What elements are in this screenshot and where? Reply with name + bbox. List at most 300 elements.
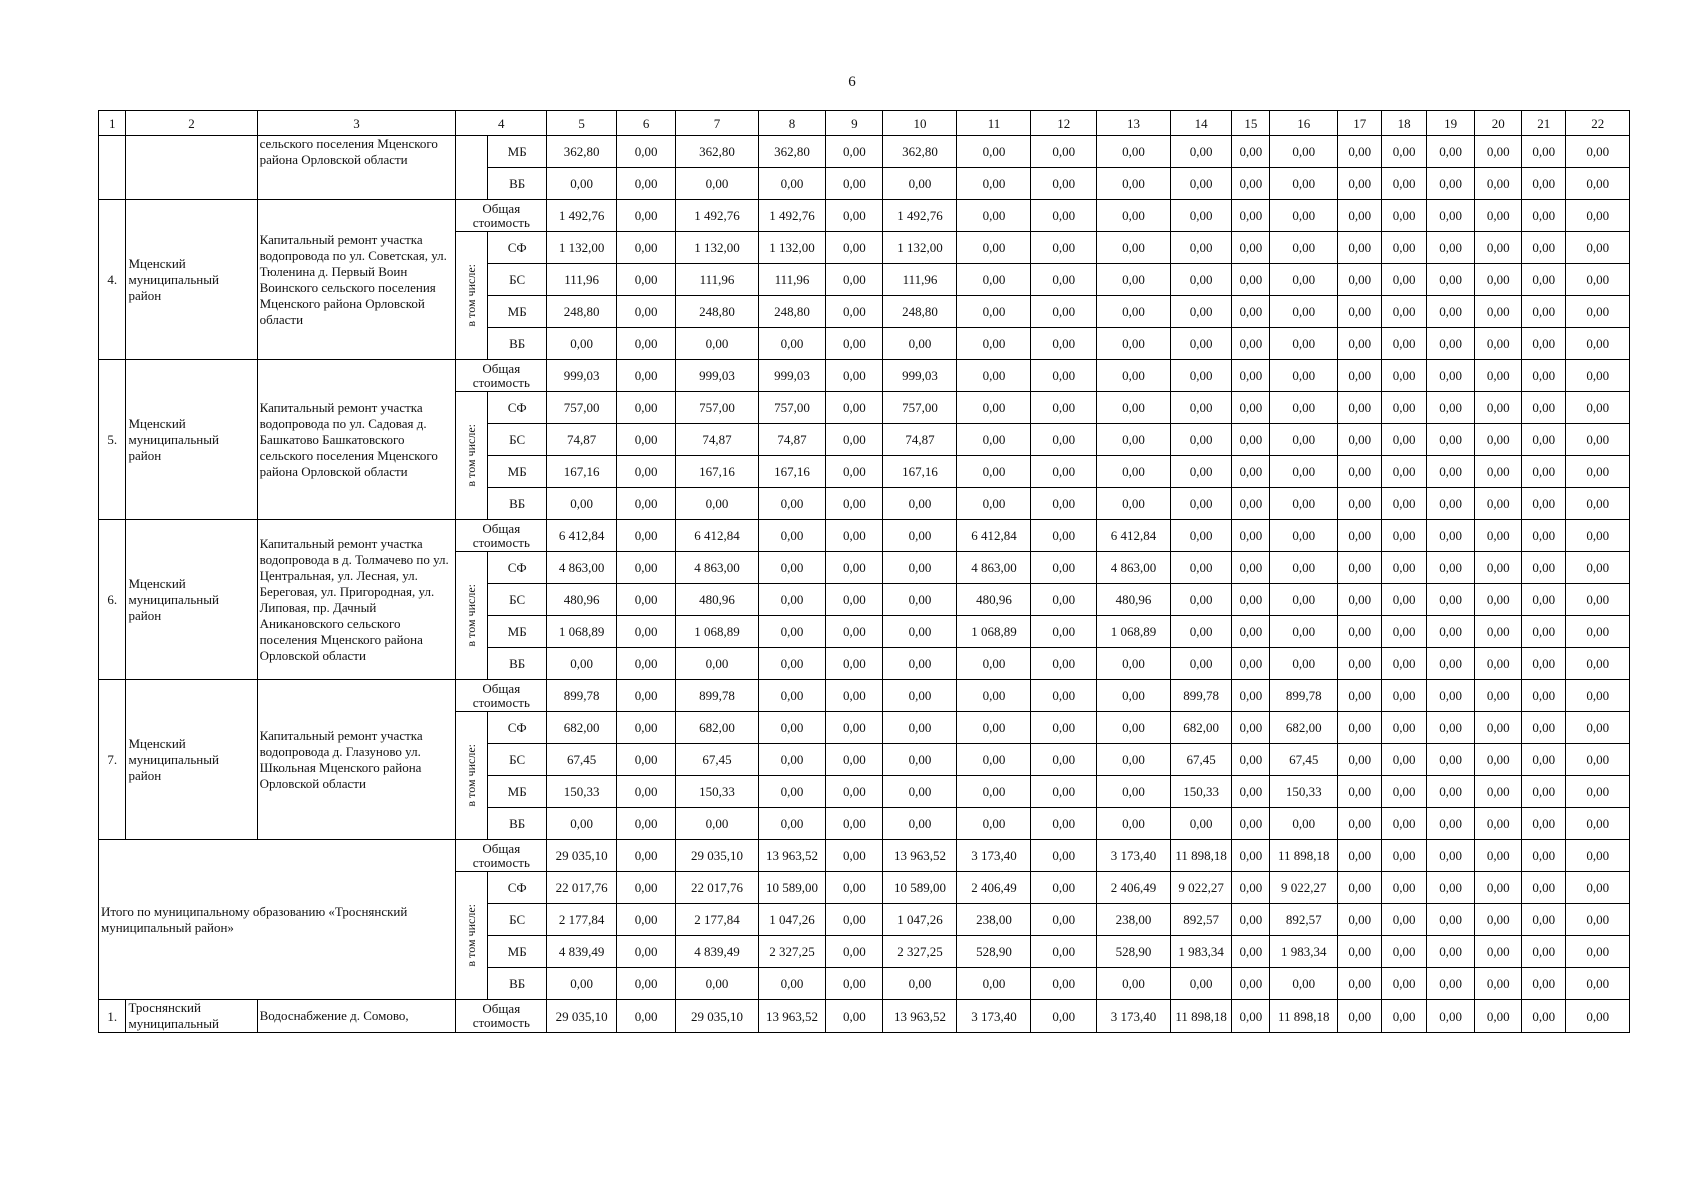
in-total-label: в том числе: [464,744,479,807]
value-cell: 6 412,84 [676,520,758,552]
value-cell: 999,03 [676,360,758,392]
value-cell: 0,00 [826,424,883,456]
value-cell: 0,00 [1382,456,1426,488]
total-cost-label: Общая стоимость [456,520,547,552]
value-cell: 0,00 [1382,680,1426,712]
value-cell: 0,00 [758,584,826,616]
value-cell: 362,80 [758,136,826,168]
value-cell: 0,00 [883,968,957,1000]
value-cell: 0,00 [1522,488,1566,520]
value-cell: 1 047,26 [883,904,957,936]
value-cell: 0,00 [1171,296,1232,328]
value-cell: 0,00 [1270,520,1338,552]
value-cell: 0,00 [617,488,676,520]
column-header: 15 [1232,111,1270,136]
value-cell: 0,00 [826,1000,883,1033]
value-cell: 0,00 [957,776,1031,808]
value-cell: 67,45 [547,744,617,776]
value-cell: 248,80 [883,296,957,328]
value-cell: 2 327,25 [883,936,957,968]
value-cell: 0,00 [1031,872,1097,904]
value-cell: 0,00 [617,936,676,968]
value-cell: 74,87 [676,424,758,456]
value-cell: 0,00 [1171,584,1232,616]
value-cell: 0,00 [957,968,1031,1000]
value-cell: 0,00 [1382,936,1426,968]
value-cell: 0,00 [883,520,957,552]
value-cell: 0,00 [1475,808,1522,840]
value-cell: 0,00 [1566,904,1630,936]
value-cell: 0,00 [1426,776,1475,808]
value-cell: 0,00 [1566,296,1630,328]
value-cell: 0,00 [758,808,826,840]
value-cell: 0,00 [617,456,676,488]
value-cell: 11 898,18 [1270,840,1338,872]
funding-source-label: МБ [488,136,547,168]
project-description: сельского поселения Мценского района Орловской области [257,136,456,200]
value-cell: 0,00 [758,168,826,200]
value-cell: 0,00 [826,712,883,744]
value-cell: 0,00 [1475,168,1522,200]
value-cell: 0,00 [1232,488,1270,520]
value-cell: 0,00 [1522,520,1566,552]
value-cell: 0,00 [826,552,883,584]
value-cell: 0,00 [1522,168,1566,200]
value-cell: 0,00 [1232,552,1270,584]
value-cell: 29 035,10 [547,1000,617,1033]
value-cell: 0,00 [1097,328,1171,360]
value-cell: 0,00 [826,200,883,232]
value-cell: 0,00 [1566,456,1630,488]
value-cell: 0,00 [617,392,676,424]
value-cell: 238,00 [957,904,1031,936]
value-cell: 0,00 [1382,136,1426,168]
value-cell: 899,78 [1270,680,1338,712]
value-cell: 0,00 [1171,648,1232,680]
value-cell: 0,00 [826,168,883,200]
total-label: Итого по муниципальному образованию «Троснянский муниципальный район» [99,840,456,1000]
value-cell: 1 983,34 [1270,936,1338,968]
value-cell: 22 017,76 [676,872,758,904]
value-cell: 0,00 [1382,904,1426,936]
value-cell: 1 068,89 [676,616,758,648]
value-cell: 0,00 [1171,488,1232,520]
table-row [99,360,1630,392]
value-cell: 0,00 [1566,488,1630,520]
value-cell: 2 177,84 [547,904,617,936]
municipality-name: Мценский муниципальный район [126,200,257,360]
value-cell: 167,16 [883,456,957,488]
value-cell: 0,00 [1566,136,1630,168]
value-cell: 4 863,00 [676,552,758,584]
funding-source-label: СФ [488,392,547,424]
value-cell: 6 412,84 [1097,520,1171,552]
funding-source-label: СФ [488,712,547,744]
value-cell: 0,00 [1031,808,1097,840]
value-cell: 0,00 [957,360,1031,392]
value-cell: 0,00 [1475,424,1522,456]
value-cell: 0,00 [1031,680,1097,712]
value-cell: 0,00 [1270,168,1338,200]
value-cell: 0,00 [617,680,676,712]
value-cell: 757,00 [758,392,826,424]
value-cell: 4 863,00 [957,552,1031,584]
table-row [99,136,1630,168]
value-cell: 0,00 [1097,712,1171,744]
value-cell: 0,00 [1522,136,1566,168]
value-cell: 0,00 [1382,232,1426,264]
column-header: 18 [1382,111,1426,136]
value-cell: 0,00 [883,168,957,200]
value-cell: 999,03 [758,360,826,392]
value-cell: 0,00 [1522,424,1566,456]
value-cell: 0,00 [617,808,676,840]
value-cell: 0,00 [1232,1000,1270,1033]
value-cell: 0,00 [1475,904,1522,936]
value-cell: 0,00 [957,168,1031,200]
value-cell: 0,00 [826,456,883,488]
value-cell: 0,00 [1097,168,1171,200]
value-cell: 0,00 [1338,1000,1382,1033]
value-cell: 0,00 [826,264,883,296]
value-cell: 0,00 [1031,232,1097,264]
total-cost-label: Общая стоимость [456,1000,547,1033]
value-cell: 111,96 [758,264,826,296]
value-cell: 0,00 [1426,840,1475,872]
value-cell: 9 022,27 [1171,872,1232,904]
value-cell: 0,00 [1031,712,1097,744]
value-cell: 0,00 [1097,424,1171,456]
column-header: 1 [99,111,126,136]
column-header: 22 [1566,111,1630,136]
value-cell: 0,00 [1232,776,1270,808]
value-cell: 0,00 [1382,424,1426,456]
value-cell: 0,00 [758,328,826,360]
value-cell: 0,00 [547,328,617,360]
value-cell: 0,00 [1171,328,1232,360]
value-cell: 0,00 [883,712,957,744]
value-cell: 0,00 [1270,616,1338,648]
value-cell: 0,00 [1382,520,1426,552]
value-cell: 0,00 [1031,552,1097,584]
value-cell: 0,00 [1031,456,1097,488]
value-cell: 0,00 [617,136,676,168]
value-cell: 0,00 [1338,616,1382,648]
value-cell: 0,00 [1031,904,1097,936]
value-cell: 0,00 [1566,680,1630,712]
value-cell: 248,80 [547,296,617,328]
value-cell: 0,00 [957,744,1031,776]
value-cell: 0,00 [826,648,883,680]
value-cell: 0,00 [1566,232,1630,264]
value-cell: 0,00 [758,616,826,648]
value-cell: 0,00 [1270,552,1338,584]
value-cell: 0,00 [1232,648,1270,680]
funding-source-label: ВБ [488,168,547,200]
value-cell: 0,00 [1475,872,1522,904]
value-cell: 0,00 [826,744,883,776]
value-cell: 0,00 [1522,776,1566,808]
header-row [99,111,1630,136]
value-cell: 0,00 [1566,776,1630,808]
value-cell: 0,00 [1566,808,1630,840]
value-cell: 0,00 [1338,968,1382,1000]
value-cell: 0,00 [1566,264,1630,296]
in-total-label-cell [456,872,488,1000]
value-cell: 0,00 [1566,392,1630,424]
value-cell: 0,00 [1097,456,1171,488]
value-cell: 4 863,00 [1097,552,1171,584]
value-cell: 0,00 [617,360,676,392]
value-cell: 682,00 [1171,712,1232,744]
value-cell: 0,00 [1338,520,1382,552]
municipality-name: Троснянский муниципальный [126,1000,257,1033]
value-cell: 899,78 [676,680,758,712]
value-cell: 0,00 [1270,648,1338,680]
column-header: 16 [1270,111,1338,136]
value-cell: 67,45 [1171,744,1232,776]
value-cell: 0,00 [1338,680,1382,712]
value-cell: 0,00 [1232,360,1270,392]
value-cell: 0,00 [617,200,676,232]
value-cell: 0,00 [1382,616,1426,648]
value-cell: 0,00 [1426,520,1475,552]
value-cell: 0,00 [1097,264,1171,296]
document-table-wrapper [98,110,1630,1033]
value-cell: 0,00 [617,1000,676,1033]
value-cell: 0,00 [1270,136,1338,168]
value-cell: 0,00 [1382,264,1426,296]
municipality-name: Мценский муниципальный район [126,680,257,840]
value-cell: 2 327,25 [758,936,826,968]
column-header: 8 [758,111,826,136]
value-cell: 0,00 [957,136,1031,168]
value-cell: 0,00 [957,488,1031,520]
value-cell: 0,00 [826,904,883,936]
value-cell: 0,00 [676,648,758,680]
value-cell: 0,00 [1232,232,1270,264]
value-cell: 0,00 [1566,552,1630,584]
value-cell: 0,00 [676,488,758,520]
value-cell: 899,78 [1171,680,1232,712]
value-cell: 0,00 [1031,616,1097,648]
value-cell: 0,00 [1566,168,1630,200]
column-header: 5 [547,111,617,136]
value-cell: 248,80 [676,296,758,328]
value-cell: 9 022,27 [1270,872,1338,904]
value-cell: 0,00 [1232,296,1270,328]
funding-source-label: МБ [488,616,547,648]
value-cell: 0,00 [1232,616,1270,648]
value-cell: 0,00 [1232,808,1270,840]
value-cell: 0,00 [1270,424,1338,456]
value-cell: 0,00 [1426,360,1475,392]
value-cell: 0,00 [1171,968,1232,1000]
value-cell: 0,00 [1522,328,1566,360]
value-cell: 0,00 [1566,200,1630,232]
value-cell: 0,00 [1097,680,1171,712]
value-cell: 0,00 [547,808,617,840]
value-cell: 0,00 [883,808,957,840]
value-cell: 0,00 [1426,232,1475,264]
value-cell: 0,00 [676,968,758,1000]
value-cell: 0,00 [883,488,957,520]
value-cell: 0,00 [758,648,826,680]
value-cell: 0,00 [758,520,826,552]
value-cell: 0,00 [826,968,883,1000]
value-cell: 0,00 [1382,392,1426,424]
value-cell: 0,00 [547,168,617,200]
row-number: 4. [99,200,126,360]
value-cell: 0,00 [826,360,883,392]
value-cell: 0,00 [1270,456,1338,488]
in-total-label-cell [456,232,488,360]
project-description: Капитальный ремонт участка водопровода д. Глазуново ул. Школьная Мценского района Орловской области [257,680,456,840]
value-cell: 0,00 [826,936,883,968]
value-cell: 0,00 [1382,808,1426,840]
value-cell: 528,90 [957,936,1031,968]
value-cell: 2 406,49 [957,872,1031,904]
value-cell: 0,00 [1171,136,1232,168]
value-cell: 0,00 [1338,936,1382,968]
value-cell: 0,00 [1382,872,1426,904]
value-cell: 0,00 [1522,680,1566,712]
value-cell: 0,00 [1232,680,1270,712]
value-cell: 0,00 [1270,264,1338,296]
funding-source-label: СФ [488,872,547,904]
value-cell: 0,00 [1031,936,1097,968]
value-cell: 0,00 [1031,392,1097,424]
value-cell: 0,00 [1522,584,1566,616]
value-cell: 0,00 [1171,264,1232,296]
value-cell: 0,00 [826,840,883,872]
value-cell: 0,00 [617,968,676,1000]
value-cell: 13 963,52 [883,1000,957,1033]
value-cell: 0,00 [883,328,957,360]
value-cell: 0,00 [1426,264,1475,296]
in-total-label: в том числе: [464,424,479,487]
value-cell: 0,00 [1097,200,1171,232]
column-header: 7 [676,111,758,136]
value-cell: 1 983,34 [1171,936,1232,968]
total-cost-label: Общая стоимость [456,680,547,712]
value-cell: 0,00 [1475,744,1522,776]
funding-source-label: СФ [488,552,547,584]
value-cell: 0,00 [1270,392,1338,424]
value-cell: 0,00 [1475,552,1522,584]
funding-source-label: ВБ [488,328,547,360]
value-cell: 757,00 [676,392,758,424]
value-cell: 0,00 [1270,328,1338,360]
budget-table [98,110,1630,1033]
value-cell: 0,00 [617,776,676,808]
value-cell: 167,16 [758,456,826,488]
value-cell: 0,00 [1171,392,1232,424]
value-cell: 0,00 [1566,424,1630,456]
value-cell: 0,00 [1426,456,1475,488]
value-cell: 0,00 [1031,168,1097,200]
value-cell: 0,00 [758,712,826,744]
value-cell: 10 589,00 [883,872,957,904]
value-cell: 0,00 [1475,328,1522,360]
column-header: 11 [957,111,1031,136]
value-cell: 0,00 [1522,872,1566,904]
value-cell: 0,00 [957,648,1031,680]
value-cell: 0,00 [1382,360,1426,392]
value-cell: 0,00 [1426,328,1475,360]
value-cell: 362,80 [883,136,957,168]
value-cell: 0,00 [1338,200,1382,232]
value-cell: 0,00 [1031,264,1097,296]
value-cell: 0,00 [676,168,758,200]
value-cell: 0,00 [1031,968,1097,1000]
value-cell: 0,00 [617,616,676,648]
value-cell: 0,00 [1097,808,1171,840]
value-cell: 528,90 [1097,936,1171,968]
value-cell: 0,00 [617,840,676,872]
value-cell: 0,00 [1426,488,1475,520]
municipality-name: Мценский муниципальный район [126,360,257,520]
value-cell: 0,00 [1426,392,1475,424]
column-header: 3 [257,111,456,136]
value-cell: 0,00 [1338,712,1382,744]
value-cell: 0,00 [1475,776,1522,808]
value-cell: 167,16 [547,456,617,488]
value-cell: 0,00 [1475,680,1522,712]
value-cell: 0,00 [617,904,676,936]
value-cell: 0,00 [1426,616,1475,648]
value-cell: 4 839,49 [676,936,758,968]
value-cell: 2 177,84 [676,904,758,936]
value-cell: 0,00 [1338,552,1382,584]
value-cell: 0,00 [1097,968,1171,1000]
value-cell: 0,00 [1475,1000,1522,1033]
value-cell: 0,00 [1382,168,1426,200]
value-cell: 0,00 [1475,712,1522,744]
value-cell: 0,00 [1031,360,1097,392]
value-cell: 0,00 [1382,1000,1426,1033]
total-cost-label: Общая стоимость [456,840,547,872]
value-cell: 0,00 [617,744,676,776]
value-cell: 0,00 [1338,488,1382,520]
value-cell: 0,00 [1522,296,1566,328]
value-cell: 0,00 [883,648,957,680]
table-row [99,520,1630,552]
value-cell: 0,00 [1097,136,1171,168]
value-cell: 757,00 [883,392,957,424]
value-cell: 0,00 [1382,776,1426,808]
value-cell: 0,00 [1338,136,1382,168]
funding-source-label: ВБ [488,648,547,680]
total-cost-label: Общая стоимость [456,200,547,232]
value-cell: 0,00 [1382,712,1426,744]
value-cell: 682,00 [547,712,617,744]
column-header: 10 [883,111,957,136]
value-cell: 0,00 [1097,232,1171,264]
value-cell: 13 963,52 [883,840,957,872]
value-cell: 1 132,00 [883,232,957,264]
value-cell: 0,00 [1232,328,1270,360]
value-cell: 0,00 [1171,520,1232,552]
value-cell: 0,00 [1426,168,1475,200]
value-cell: 0,00 [1338,232,1382,264]
value-cell: 0,00 [1475,136,1522,168]
value-cell: 13 963,52 [758,840,826,872]
value-cell: 0,00 [957,392,1031,424]
value-cell: 0,00 [883,584,957,616]
value-cell: 0,00 [1270,232,1338,264]
value-cell: 0,00 [1426,424,1475,456]
